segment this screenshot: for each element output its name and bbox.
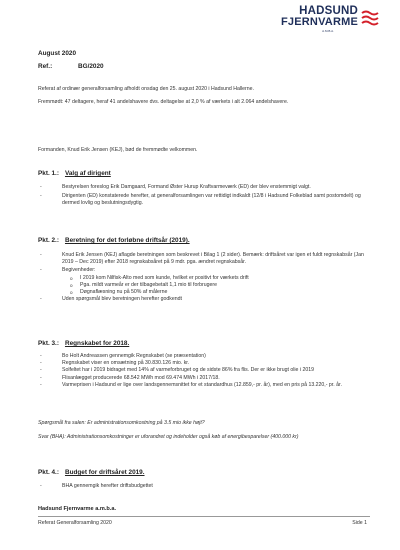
section-3-list [38,353,372,389]
events-sublist [62,275,372,297]
section-4-number: Pkt. 4.: [38,469,59,476]
list-item: - Bestyrelsen foreslog Erik Damgaard, Formand Øster Hurup Kraftvarmeværk (ED) der blev enstemmigt valgt. [38,184,372,191]
list-item: - Dirigenten (ED) konstaterede herefter, at generalforsamlingen var rettidigt indkaldt (12/8 i Hadsund Folkeblad samt postomdelt) og dermed lovlig og beslutningsdygtig. [38,193,372,207]
events-label: Begivenheder: [62,267,96,274]
section-2-heading [38,237,190,244]
list-item: - Knud Erik Jensen (KEJ) aflagde beretningen som beskrevet i Bilag 1 (2 sider). Bemærk: driftsåret var igen et fuldt regnskabsår (Jan 2019 – Dec 2019) efter 2018 regnskabsåret på 9 mdr. pga. ændret regnskabsår. [38,252,372,266]
list-item: - Solfeltet har i 2019 bidraget med 14% af varmeforbruget og de sidste 86% fra flis. Der er ikke brugt olie i 2019 [38,367,372,374]
section-2-title: Beretning for det forløbne driftsår (2019). [64,237,190,244]
sub-list-item: o I 2019 kom Nilfisk-Alto med som kunde, hvilket er positivt for værkets drift [62,275,372,282]
logo-line-1: HADSUND [299,5,358,17]
section-3-heading [38,340,129,347]
list-item: - Flisanlægget producerede 68.542 MWh mod 69.474 MWh i 2017/18. [38,375,372,382]
sub-list-item: o Pga. mildt varmeår er der tilbagebetalt 1,1 mio til forbrugere [62,282,372,289]
logo-line-3: A.M.B.A. [322,29,334,33]
intro-welcome-text: Formanden, Knud Erik Jensen (KEJ), bød de fremmødte velkommen. [38,147,198,153]
answer-text: Svar (BHA): Administrationsomkostninger er uforandret og indeholder også køb af energibesparelser (400.000 kr) [38,434,299,440]
footer-organization: Hadsund Fjernvarme a.m.b.a. [38,506,117,512]
intro-meeting-text: Referat af ordinær generalforsamling afholdt onsdag den 25. august 2020 i Hadsund Hallerne. [38,86,254,92]
list-item: - BHA gennemgik herefter driftsbudgettet [38,483,372,490]
list-item: - Regnskabet viser en omsætning på 30.830.126 mio. kr. [38,360,372,367]
list-item: - Varmeprisen i Hadsund er lige over landsgennemsnittet for et standardhus (12.859,- pr. år), med en pris på 13.220,- pr. år. [38,382,372,389]
footer-document-title: Referat Generalforsamling 2020 [38,520,112,526]
question-text: Spørgsmål fra salen: Er administrationsomkostning på 3.5 mio ikke højt? [38,420,205,426]
section-4-list [38,483,372,490]
section-3-title: Regnskabet for 2018. [64,340,130,347]
list-item: - Uden spørgsmål blev beretningen herefter godkendt [38,296,372,303]
reference-value: BG/2020 [78,63,104,70]
waves-icon [360,8,380,30]
section-2-number: Pkt. 2.: [38,237,59,244]
list-item: - Bo Holt Andreassen gennemgik Regnskabet (se præsentation) [38,353,372,360]
sub-list-item: o Døgnaflæsning nu på 50% af målerne [62,289,372,296]
list-item-events [38,267,372,296]
footer-divider [38,516,370,517]
section-4-title: Budget for driftsåret 2019. [64,469,145,476]
company-logo [240,4,380,32]
logo-line-2: FJERNVARME [281,16,358,28]
reference [38,63,104,70]
section-2-list [38,252,372,303]
section-3-number: Pkt. 3.: [38,340,59,347]
reference-label: Ref.: [38,63,53,70]
section-1-heading [38,170,111,177]
section-1-list [38,184,372,208]
section-1-title: Valg af dirigent [64,170,111,177]
section-1-number: Pkt. 1.: [38,170,59,177]
intro-attendance-text: Fremmødt: 47 deltagere, heraf 41 andelshavere dvs. deltagelse at 2,0 % af værkets i alt 2.064 andelshavere. [38,99,289,105]
page-number: Side 1 [352,520,367,526]
section-4-heading [38,469,145,476]
document-date: August 2020 [38,50,77,57]
